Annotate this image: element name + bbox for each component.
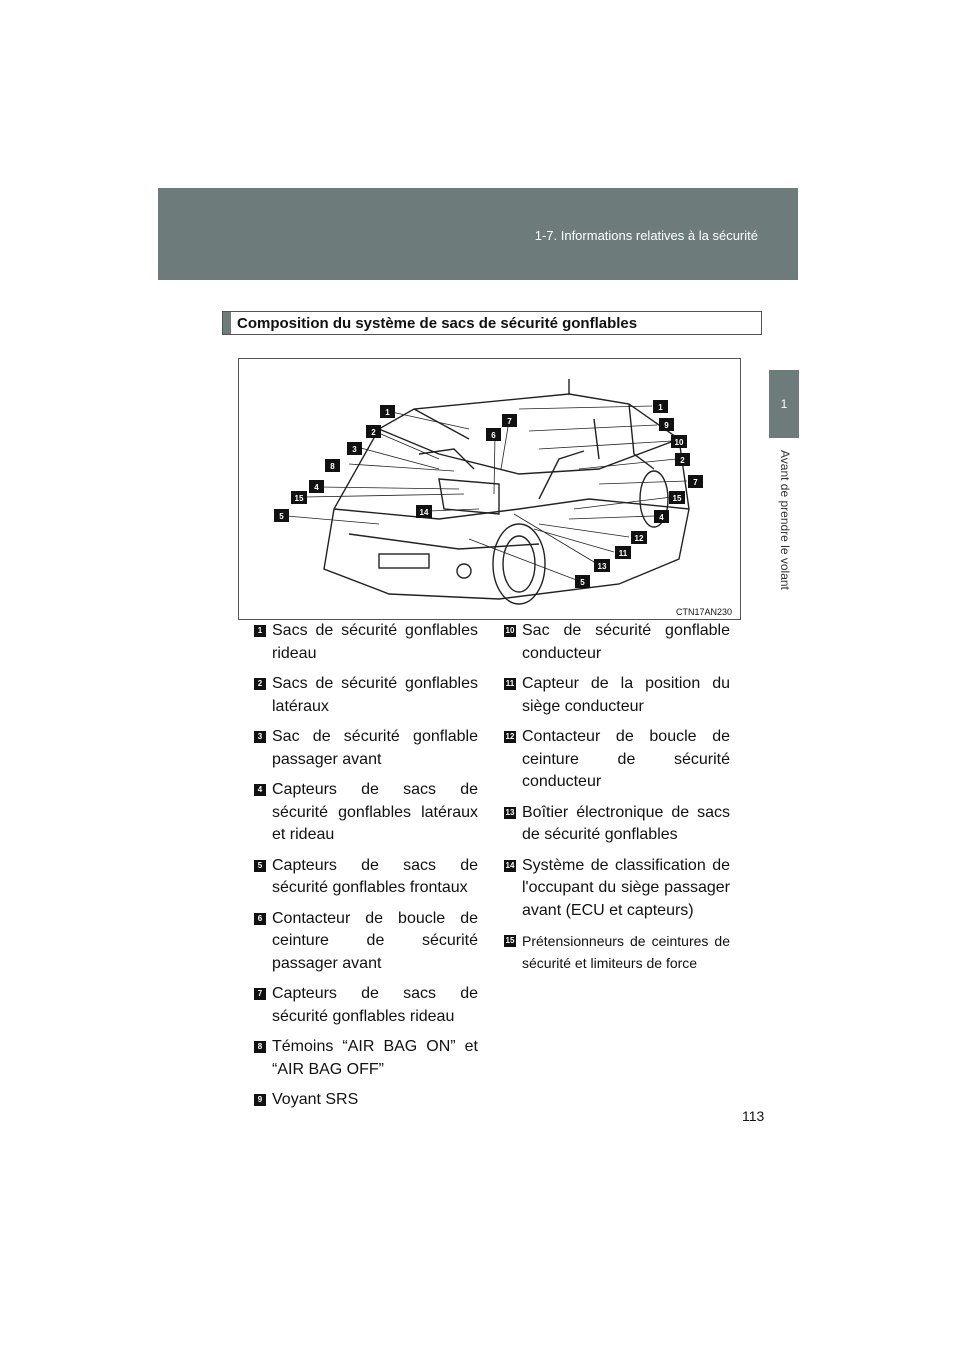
legend-text: Témoins “AIR BAG ON” et “AIR BAG OFF” (272, 1038, 478, 1078)
legend-item (254, 779, 478, 847)
legend-item (504, 620, 730, 665)
legend-item (504, 673, 730, 718)
legend-number: 1 (254, 625, 266, 637)
legend-text: Capteurs de sacs de sécurité gonflables frontaux (272, 856, 478, 896)
svg-text:14: 14 (419, 508, 429, 517)
legend-number: 15 (505, 936, 515, 945)
legend-text: Sac de sécurité gonflable passager avant (272, 728, 478, 768)
legend-number: 10 (505, 626, 515, 635)
svg-text:3: 3 (352, 445, 357, 454)
legend-number: 3 (254, 731, 266, 743)
svg-text:4: 4 (659, 513, 664, 522)
legend-item (254, 1036, 478, 1081)
legend-number: 12 (505, 732, 515, 741)
legend-text: Capteurs de sacs de sécurité gonflables latéraux et rideau (272, 781, 478, 843)
svg-text:6: 6 (491, 431, 496, 440)
legend-text: Sacs de sécurité gonflables rideau (272, 622, 478, 662)
svg-text:15: 15 (672, 494, 682, 503)
legend-item (254, 726, 478, 771)
legend-number: 9 (254, 1094, 266, 1106)
svg-text:2: 2 (680, 456, 685, 465)
figure-code: CTN17AN230 (675, 607, 732, 617)
legend-text: Système de classification de l'occupant du siège passager avant (ECU et capteurs) (522, 856, 730, 919)
chapter-label-text: Avant de prendre le volant (778, 450, 792, 590)
legend-text: Boîtier électronique de sacs de sécurité gonflables (522, 803, 730, 843)
section-title-bar (222, 311, 762, 335)
legend-item (254, 855, 478, 900)
legend-text: Capteur de la position du siège conducteur (522, 675, 730, 715)
legend-number: 4 (254, 784, 266, 796)
svg-text:2: 2 (371, 428, 376, 437)
svg-text:10: 10 (674, 438, 684, 447)
legend-number: 14 (505, 860, 515, 870)
svg-text:12: 12 (634, 534, 644, 543)
legend-column-right (504, 620, 730, 982)
svg-text:7: 7 (507, 417, 512, 426)
legend-number: 7 (254, 988, 266, 1000)
legend-text: Contacteur de boucle de ceinture de sécurité passager avant (272, 909, 478, 972)
section-header: 1-7. Informations relatives à la sécurité (534, 228, 758, 243)
legend-number: 5 (254, 860, 266, 872)
legend-item (254, 673, 478, 718)
legend-text: Sacs de sécurité gonflables latéraux (272, 675, 478, 715)
legend-text: Sac de sécurité gonflable conducteur (522, 622, 730, 662)
header-band (158, 188, 798, 280)
legend-number: 6 (254, 913, 266, 925)
legend-item (504, 802, 730, 847)
legend-number: 13 (505, 807, 515, 817)
legend-item (254, 908, 478, 976)
svg-text:1: 1 (658, 403, 663, 412)
svg-text:15: 15 (294, 494, 304, 503)
legend-number: 11 (505, 679, 515, 688)
legend-item (254, 1089, 478, 1112)
legend-number: 8 (254, 1041, 266, 1053)
legend-text: Prétensionneurs de ceintures de sécurité et limiteurs de force (522, 933, 730, 971)
legend-column-left (254, 620, 478, 1120)
svg-text:1: 1 (385, 408, 390, 417)
chapter-label (770, 450, 798, 650)
svg-text:7: 7 (693, 478, 698, 487)
section-title: Composition du système de sacs de sécurité gonflables (237, 315, 638, 332)
svg-text:8: 8 (330, 462, 335, 471)
svg-text:11: 11 (618, 549, 628, 558)
legend-item (504, 855, 730, 923)
svg-text:5: 5 (580, 578, 585, 587)
markers-left (274, 405, 517, 522)
svg-text:13: 13 (597, 562, 607, 571)
svg-text:5: 5 (279, 512, 284, 521)
svg-text:4: 4 (314, 483, 319, 492)
legend-item (254, 983, 478, 1028)
car-illustration (239, 359, 742, 621)
legend-text: Contacteur de boucle de ceinture de sécurité conducteur (522, 728, 730, 790)
svg-text:9: 9 (664, 421, 669, 430)
legend-text: Capteurs de sacs de sécurité gonflables rideau (272, 985, 478, 1025)
chapter-tab: 1 (769, 370, 799, 438)
legend-item (254, 620, 478, 665)
legend-text: Voyant SRS (272, 1091, 359, 1108)
airbag-diagram (238, 358, 741, 620)
legend-item (504, 726, 730, 794)
section-accent (223, 312, 231, 334)
legend-item (504, 930, 730, 974)
legend-number: 2 (254, 678, 266, 690)
page-number: 113 (742, 1108, 765, 1124)
